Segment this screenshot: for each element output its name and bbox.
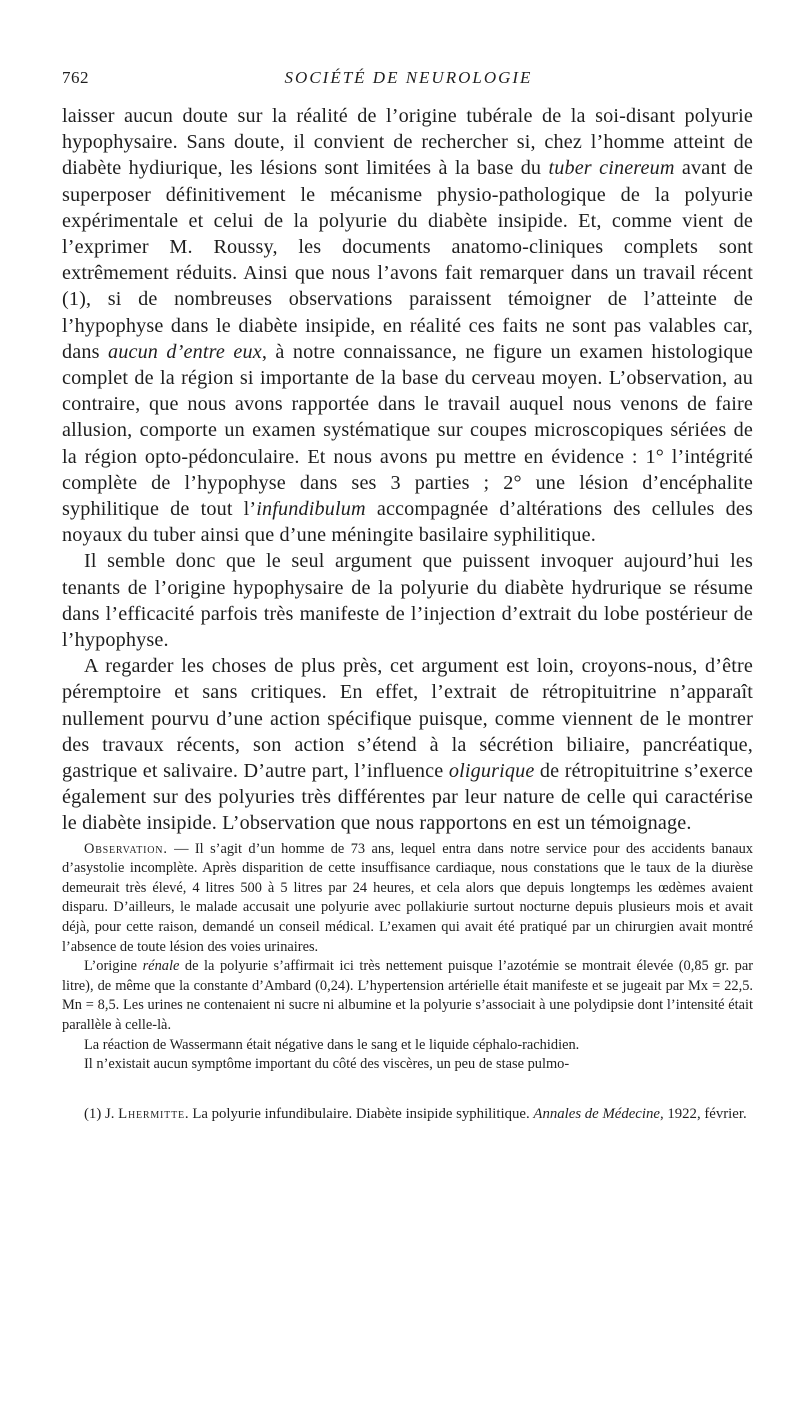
paragraph-critique: [62, 653, 753, 836]
text-run: — Il s’agit d’un homme de 73 ans, lequel entra dans notre service pour des accidents banaux d’asystolie incomplète. Après disparition de cette insuffisance cardiaque, nous constations que le taux de la diurèse demeurait très élevé, 4 litres 500 à 5 litres par 24 heures, et cela alors que depuis longtemps les œdèmes avaient disparu. D’ailleurs, le malade accusait une polyurie avec pollakiurie surtout nocturne depuis plusieurs mois et avait déjà, pour cette raison, demandé un conseil médical. L’examen qui avait été pratiqué par un chirurgien avait montré l’absence de toute lésion des voies urinaires.: [62, 840, 753, 955]
observation-paragraph: [62, 840, 753, 958]
paragraph-continuation: [62, 103, 753, 548]
page-number: 762: [62, 68, 89, 87]
page-header: [62, 68, 755, 92]
footnote: [62, 1105, 753, 1125]
text-run: , à notre connaissance, ne figure un examen histologique complet de la région si importante de la base du cerveau moyen. L’observation, au contraire, que nous avons rapportée dans le travail auquel nous venons de faire allusion, comporte un examen systématique sur coupes microscopiques sériées de la région opto-pédonculaire. Et nous avons pu mettre en évidence : 1° l’intégrité complète de l’hypophyse dans ses 3 parties ; 2° une lésion d’encéphalite syphilitique de tout l’: [62, 340, 753, 521]
text-run: . La polyurie infundibulaire. Diabète insipide syphilitique.: [184, 1105, 534, 1122]
observation-lead: Observation.: [84, 840, 168, 857]
italic-run: infundibulum: [256, 498, 366, 521]
text-run: avant de superposer définitivement le mécanisme physio-pathologique de la polyurie expérimentale et celui de la polyurie du diabète insipide. Et, comme vient de l’exprimer M. Roussy, les documents anatomo-cliniques complets sont extrêmement réduits. Ainsi que nous l’avons fait remarquer dans un travail récent (1), si de nombreuses observations paraissent témoigner de l’atteinte de l’hypophyse dans le diabète insipide, en réalité ces faits ne sont pas valables car, dans: [62, 157, 754, 363]
text-run: (1) J.: [84, 1105, 119, 1122]
observation-renal-paragraph: [62, 957, 753, 1035]
text-run: de rétropituitrine s’exerce également sur des polyuries très différentes par leur nature de celle qui caractérise le diabète insipide. L’observation que nous rapportons en est un témoignage.: [62, 760, 753, 835]
text-run: de la polyurie s’affirmait ici très nettement puisque l’azotémie se montrait élevée (0,85 gr. par litre), de même que la constante d’Ambard (0,24). L’hypertension artérielle était manifeste et se jugeait par Mx = 22,5. Mn = 8,5. Les urines ne contenaient ni sucre ni albumine et la polyurie s’associait à une polydipsie dont l’intensité était parallèle à celle-là.: [62, 958, 753, 1034]
running-head: SOCIÉTÉ DE NEUROLOGIE: [284, 68, 533, 87]
text-run: laisser aucun doute sur la réalité de l’origine tubérale de la soi-disant polyurie hypophysaire. Sans doute, il convient de rechercher si, chez l’homme atteint de diabète hydiurique, les lésions sont limitées à la base du: [62, 105, 753, 180]
paragraph-argument: Il semble donc que le seul argument que puissent invoquer aujourd’hui les tenants de l’origine hypophysaire de la polyurie du diabète hydrurique se résume dans l’efficacité parfois très manifeste de l’injection d’extrait du lobe postérieur de l’hypophyse.: [62, 550, 753, 652]
italic-run: aucun d’entre eux: [107, 340, 262, 363]
text-run: accompagnée d’altérations des cellules des noyaux du tuber ainsi que d’une méningite basilaire syphilitique.: [62, 498, 753, 547]
text-run: L’origine: [84, 958, 143, 975]
text-run: , 1922, février.: [659, 1105, 747, 1122]
observation-wassermann-paragraph: La réaction de Wassermann était négative dans le sang et le liquide céphalo-rachidien.: [84, 1036, 580, 1053]
italic-run: oligurique: [448, 760, 535, 783]
footnote-author: Lhermitte: [118, 1105, 185, 1122]
text-run: A regarder les choses de plus près, cet argument est loin, croyons-nous, d’être péremptoire et sans critiques. En effet, l’extrait de rétropituitrine n’apparaît nullement pourvu d’une action spécifique puisque, comme viennent de le montrer des travaux récents, son action s’étend à la sécrétion biliaire, pancréatique, gastrique et salivaire. D’autre part, l’influence: [62, 655, 753, 783]
italic-run: tuber cinereum: [548, 157, 675, 180]
observation-viscera-paragraph: Il n’existait aucun symptôme important du côté des viscères, un peu de stase pulmo-: [84, 1056, 570, 1073]
italic-run: rénale: [142, 958, 180, 975]
footnote-journal: Annales de Médecine: [533, 1105, 660, 1122]
body-text: [62, 103, 753, 1139]
